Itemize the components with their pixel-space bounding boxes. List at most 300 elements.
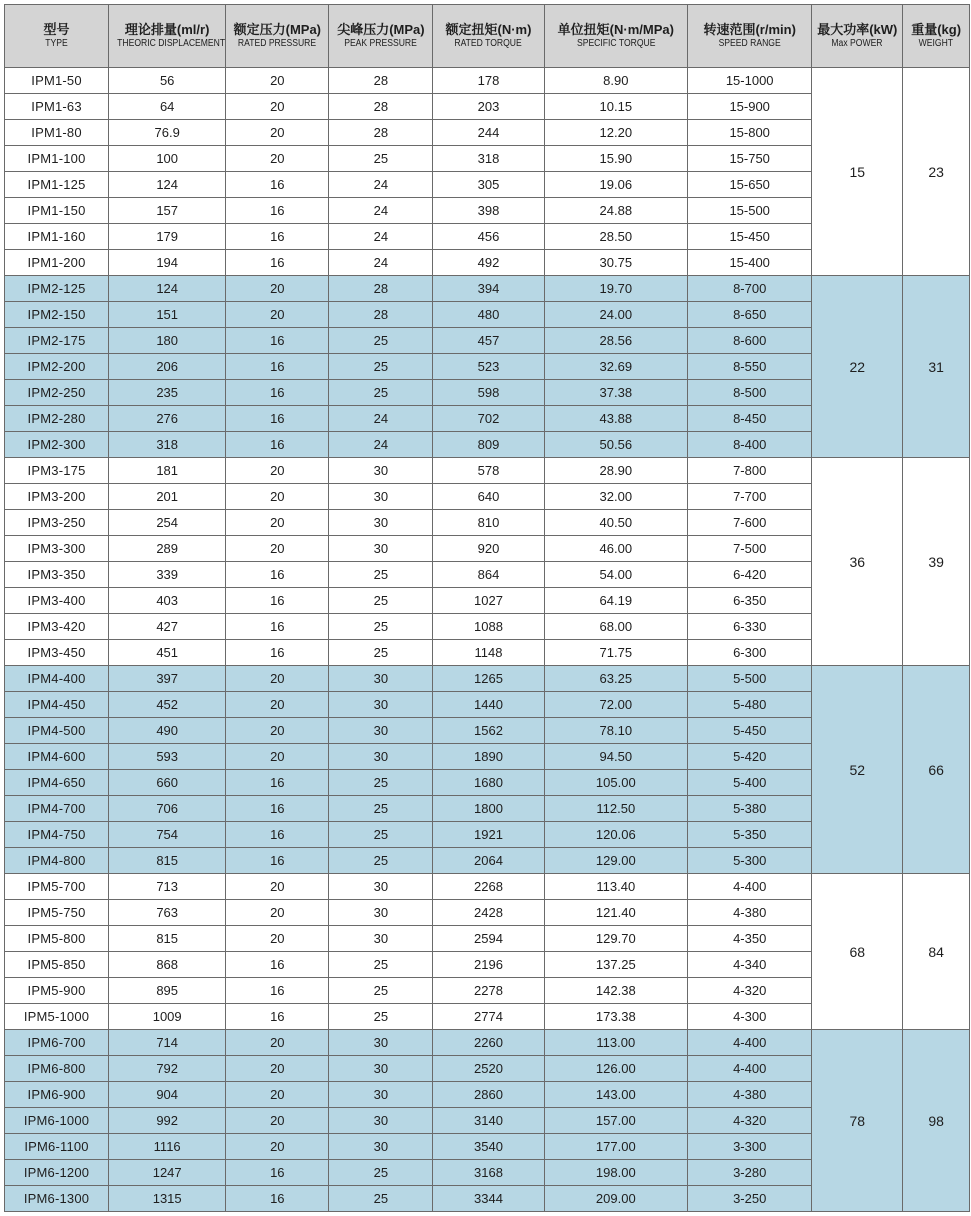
- specific-torque-cell: 37.38: [544, 380, 687, 406]
- speed-range-cell: 4-320: [688, 1108, 812, 1134]
- rated-torque-cell: 1680: [433, 770, 544, 796]
- speed-range-cell: 5-500: [688, 666, 812, 692]
- peak-pressure-cell: 25: [329, 796, 433, 822]
- peak-pressure-cell: 24: [329, 198, 433, 224]
- header-displacement: 理论排量(ml/r) THEORIC DISPLACEMENT: [109, 5, 226, 68]
- type-cell: IPM1-150: [5, 198, 109, 224]
- rated-torque-cell: 2428: [433, 900, 544, 926]
- displacement-cell: 64: [109, 94, 226, 120]
- rated-torque-cell: 2260: [433, 1030, 544, 1056]
- rated-pressure-cell: 16: [226, 198, 329, 224]
- rated-pressure-cell: 16: [226, 380, 329, 406]
- speed-range-cell: 5-380: [688, 796, 812, 822]
- specific-torque-cell: 143.00: [544, 1082, 687, 1108]
- peak-pressure-cell: 25: [329, 1160, 433, 1186]
- speed-range-cell: 6-420: [688, 562, 812, 588]
- rated-pressure-cell: 16: [226, 1160, 329, 1186]
- type-cell: IPM1-160: [5, 224, 109, 250]
- specific-torque-cell: 32.69: [544, 354, 687, 380]
- rated-pressure-cell: 20: [226, 120, 329, 146]
- specific-torque-cell: 15.90: [544, 146, 687, 172]
- rated-torque-cell: 244: [433, 120, 544, 146]
- displacement-cell: 452: [109, 692, 226, 718]
- rated-torque-cell: 1027: [433, 588, 544, 614]
- peak-pressure-cell: 25: [329, 848, 433, 874]
- header-rated-pressure: 额定压力(MPa) RATED PRESSURE: [226, 5, 329, 68]
- type-cell: IPM3-400: [5, 588, 109, 614]
- peak-pressure-cell: 24: [329, 224, 433, 250]
- header-weight: 重量(kg) WEIGHT: [903, 5, 970, 68]
- peak-pressure-cell: 25: [329, 978, 433, 1004]
- speed-range-cell: 15-900: [688, 94, 812, 120]
- peak-pressure-cell: 25: [329, 588, 433, 614]
- specific-torque-cell: 10.15: [544, 94, 687, 120]
- specific-torque-cell: 105.00: [544, 770, 687, 796]
- type-cell: IPM2-200: [5, 354, 109, 380]
- specific-torque-cell: 40.50: [544, 510, 687, 536]
- type-cell: IPM4-700: [5, 796, 109, 822]
- rated-pressure-cell: 16: [226, 952, 329, 978]
- specific-torque-cell: 19.70: [544, 276, 687, 302]
- displacement-cell: 895: [109, 978, 226, 1004]
- peak-pressure-cell: 30: [329, 536, 433, 562]
- rated-pressure-cell: 16: [226, 354, 329, 380]
- type-cell: IPM4-500: [5, 718, 109, 744]
- type-cell: IPM3-300: [5, 536, 109, 562]
- table-body: [5, 68, 970, 1212]
- max-power-cell: 36: [812, 458, 903, 666]
- peak-pressure-cell: 25: [329, 640, 433, 666]
- header-row: [5, 5, 970, 68]
- speed-range-cell: 5-300: [688, 848, 812, 874]
- peak-pressure-cell: 24: [329, 406, 433, 432]
- type-cell: IPM6-1200: [5, 1160, 109, 1186]
- displacement-cell: 1247: [109, 1160, 226, 1186]
- type-cell: IPM6-1000: [5, 1108, 109, 1134]
- peak-pressure-cell: 30: [329, 900, 433, 926]
- rated-pressure-cell: 16: [226, 588, 329, 614]
- table-row: [5, 666, 970, 692]
- displacement-cell: 235: [109, 380, 226, 406]
- specific-torque-cell: 63.25: [544, 666, 687, 692]
- specific-torque-cell: 137.25: [544, 952, 687, 978]
- rated-pressure-cell: 16: [226, 822, 329, 848]
- peak-pressure-cell: 30: [329, 1108, 433, 1134]
- max-power-cell: 22: [812, 276, 903, 458]
- rated-torque-cell: 398: [433, 198, 544, 224]
- rated-pressure-cell: 16: [226, 562, 329, 588]
- rated-pressure-cell: 20: [226, 692, 329, 718]
- specific-torque-cell: 129.00: [544, 848, 687, 874]
- header-specific-torque: 单位扭矩(N·m/MPa) SPECIFIC TORQUE: [544, 5, 687, 68]
- displacement-cell: 289: [109, 536, 226, 562]
- specific-torque-cell: 142.38: [544, 978, 687, 1004]
- type-cell: IPM1-100: [5, 146, 109, 172]
- header-speed-range: 转速范围(r/min) SPEED RANGE: [688, 5, 812, 68]
- rated-pressure-cell: 16: [226, 1186, 329, 1212]
- displacement-cell: 660: [109, 770, 226, 796]
- rated-torque-cell: 203: [433, 94, 544, 120]
- peak-pressure-cell: 25: [329, 614, 433, 640]
- specific-torque-cell: 129.70: [544, 926, 687, 952]
- rated-torque-cell: 810: [433, 510, 544, 536]
- rated-torque-cell: 640: [433, 484, 544, 510]
- displacement-cell: 201: [109, 484, 226, 510]
- displacement-cell: 254: [109, 510, 226, 536]
- peak-pressure-cell: 25: [329, 562, 433, 588]
- specific-torque-cell: 28.90: [544, 458, 687, 484]
- type-cell: IPM5-850: [5, 952, 109, 978]
- specific-torque-cell: 30.75: [544, 250, 687, 276]
- speed-range-cell: 15-750: [688, 146, 812, 172]
- rated-pressure-cell: 20: [226, 1108, 329, 1134]
- displacement-cell: 76.9: [109, 120, 226, 146]
- type-cell: IPM3-175: [5, 458, 109, 484]
- rated-torque-cell: 394: [433, 276, 544, 302]
- specific-torque-cell: 126.00: [544, 1056, 687, 1082]
- peak-pressure-cell: 28: [329, 276, 433, 302]
- rated-pressure-cell: 20: [226, 146, 329, 172]
- rated-torque-cell: 2860: [433, 1082, 544, 1108]
- displacement-cell: 179: [109, 224, 226, 250]
- rated-pressure-cell: 20: [226, 458, 329, 484]
- speed-range-cell: 8-650: [688, 302, 812, 328]
- header-rated-torque: 额定扭矩(N·m) RATED TORQUE: [433, 5, 544, 68]
- rated-torque-cell: 598: [433, 380, 544, 406]
- speed-range-cell: 8-700: [688, 276, 812, 302]
- displacement-cell: 754: [109, 822, 226, 848]
- rated-pressure-cell: 20: [226, 1134, 329, 1160]
- peak-pressure-cell: 30: [329, 1056, 433, 1082]
- type-cell: IPM1-80: [5, 120, 109, 146]
- displacement-cell: 157: [109, 198, 226, 224]
- specific-torque-cell: 177.00: [544, 1134, 687, 1160]
- rated-torque-cell: 2594: [433, 926, 544, 952]
- rated-torque-cell: 480: [433, 302, 544, 328]
- speed-range-cell: 8-600: [688, 328, 812, 354]
- table-row: [5, 458, 970, 484]
- type-cell: IPM2-280: [5, 406, 109, 432]
- speed-range-cell: 15-500: [688, 198, 812, 224]
- rated-pressure-cell: 20: [226, 1056, 329, 1082]
- rated-torque-cell: 1148: [433, 640, 544, 666]
- speed-range-cell: 15-450: [688, 224, 812, 250]
- peak-pressure-cell: 25: [329, 952, 433, 978]
- type-cell: IPM1-125: [5, 172, 109, 198]
- speed-range-cell: 4-350: [688, 926, 812, 952]
- speed-range-cell: 5-420: [688, 744, 812, 770]
- speed-range-cell: 8-400: [688, 432, 812, 458]
- type-cell: IPM5-1000: [5, 1004, 109, 1030]
- rated-pressure-cell: 20: [226, 874, 329, 900]
- specific-torque-cell: 209.00: [544, 1186, 687, 1212]
- table-row: [5, 276, 970, 302]
- rated-torque-cell: 702: [433, 406, 544, 432]
- speed-range-cell: 6-300: [688, 640, 812, 666]
- specific-torque-cell: 113.00: [544, 1030, 687, 1056]
- type-cell: IPM1-63: [5, 94, 109, 120]
- type-cell: IPM6-700: [5, 1030, 109, 1056]
- specific-torque-cell: 28.50: [544, 224, 687, 250]
- rated-torque-cell: 1088: [433, 614, 544, 640]
- peak-pressure-cell: 28: [329, 302, 433, 328]
- displacement-cell: 151: [109, 302, 226, 328]
- speed-range-cell: 4-400: [688, 874, 812, 900]
- rated-torque-cell: 492: [433, 250, 544, 276]
- rated-pressure-cell: 20: [226, 510, 329, 536]
- rated-torque-cell: 2278: [433, 978, 544, 1004]
- speed-range-cell: 7-500: [688, 536, 812, 562]
- type-cell: IPM4-600: [5, 744, 109, 770]
- displacement-cell: 124: [109, 172, 226, 198]
- type-cell: IPM3-200: [5, 484, 109, 510]
- rated-pressure-cell: 20: [226, 484, 329, 510]
- peak-pressure-cell: 25: [329, 146, 433, 172]
- max-power-cell: 78: [812, 1030, 903, 1212]
- peak-pressure-cell: 25: [329, 354, 433, 380]
- displacement-cell: 490: [109, 718, 226, 744]
- type-cell: IPM4-450: [5, 692, 109, 718]
- max-power-cell: 15: [812, 68, 903, 276]
- speed-range-cell: 4-320: [688, 978, 812, 1004]
- speed-range-cell: 7-600: [688, 510, 812, 536]
- rated-pressure-cell: 20: [226, 302, 329, 328]
- rated-torque-cell: 2196: [433, 952, 544, 978]
- peak-pressure-cell: 25: [329, 770, 433, 796]
- speed-range-cell: 4-380: [688, 900, 812, 926]
- displacement-cell: 904: [109, 1082, 226, 1108]
- rated-torque-cell: 457: [433, 328, 544, 354]
- speed-range-cell: 8-500: [688, 380, 812, 406]
- specific-torque-cell: 94.50: [544, 744, 687, 770]
- weight-cell: 23: [903, 68, 970, 276]
- type-cell: IPM5-900: [5, 978, 109, 1004]
- specific-torque-cell: 24.00: [544, 302, 687, 328]
- displacement-cell: 1315: [109, 1186, 226, 1212]
- rated-torque-cell: 456: [433, 224, 544, 250]
- specific-torque-cell: 54.00: [544, 562, 687, 588]
- displacement-cell: 56: [109, 68, 226, 94]
- rated-torque-cell: 1890: [433, 744, 544, 770]
- specific-torque-cell: 8.90: [544, 68, 687, 94]
- rated-torque-cell: 1562: [433, 718, 544, 744]
- peak-pressure-cell: 28: [329, 120, 433, 146]
- rated-torque-cell: 305: [433, 172, 544, 198]
- type-cell: IPM4-650: [5, 770, 109, 796]
- specific-torque-cell: 19.06: [544, 172, 687, 198]
- max-power-cell: 68: [812, 874, 903, 1030]
- specific-torque-cell: 121.40: [544, 900, 687, 926]
- displacement-cell: 181: [109, 458, 226, 484]
- peak-pressure-cell: 30: [329, 458, 433, 484]
- peak-pressure-cell: 30: [329, 926, 433, 952]
- type-cell: IPM3-450: [5, 640, 109, 666]
- displacement-cell: 706: [109, 796, 226, 822]
- specific-torque-cell: 198.00: [544, 1160, 687, 1186]
- speed-range-cell: 4-340: [688, 952, 812, 978]
- speed-range-cell: 6-330: [688, 614, 812, 640]
- specific-torque-cell: 68.00: [544, 614, 687, 640]
- peak-pressure-cell: 30: [329, 718, 433, 744]
- rated-pressure-cell: 20: [226, 1082, 329, 1108]
- type-cell: IPM4-800: [5, 848, 109, 874]
- specific-torque-cell: 157.00: [544, 1108, 687, 1134]
- specific-torque-cell: 28.56: [544, 328, 687, 354]
- displacement-cell: 427: [109, 614, 226, 640]
- weight-cell: 31: [903, 276, 970, 458]
- rated-pressure-cell: 16: [226, 796, 329, 822]
- rated-pressure-cell: 20: [226, 68, 329, 94]
- speed-range-cell: 5-400: [688, 770, 812, 796]
- speed-range-cell: 15-650: [688, 172, 812, 198]
- speed-range-cell: 4-400: [688, 1030, 812, 1056]
- specific-torque-cell: 12.20: [544, 120, 687, 146]
- displacement-cell: 714: [109, 1030, 226, 1056]
- rated-torque-cell: 1921: [433, 822, 544, 848]
- specific-torque-cell: 78.10: [544, 718, 687, 744]
- speed-range-cell: 4-400: [688, 1056, 812, 1082]
- type-cell: IPM5-750: [5, 900, 109, 926]
- peak-pressure-cell: 25: [329, 822, 433, 848]
- type-cell: IPM3-420: [5, 614, 109, 640]
- table-header: [5, 5, 970, 68]
- specific-torque-cell: 71.75: [544, 640, 687, 666]
- peak-pressure-cell: 30: [329, 1134, 433, 1160]
- peak-pressure-cell: 25: [329, 328, 433, 354]
- peak-pressure-cell: 30: [329, 874, 433, 900]
- speed-range-cell: 7-800: [688, 458, 812, 484]
- rated-pressure-cell: 20: [226, 536, 329, 562]
- type-cell: IPM6-800: [5, 1056, 109, 1082]
- rated-torque-cell: 1440: [433, 692, 544, 718]
- rated-pressure-cell: 16: [226, 406, 329, 432]
- peak-pressure-cell: 25: [329, 380, 433, 406]
- rated-torque-cell: 2520: [433, 1056, 544, 1082]
- peak-pressure-cell: 30: [329, 1082, 433, 1108]
- specific-torque-cell: 50.56: [544, 432, 687, 458]
- specific-torque-cell: 64.19: [544, 588, 687, 614]
- rated-pressure-cell: 16: [226, 1004, 329, 1030]
- type-cell: IPM1-50: [5, 68, 109, 94]
- rated-torque-cell: 920: [433, 536, 544, 562]
- type-cell: IPM3-350: [5, 562, 109, 588]
- type-cell: IPM6-900: [5, 1082, 109, 1108]
- rated-pressure-cell: 16: [226, 328, 329, 354]
- rated-pressure-cell: 20: [226, 900, 329, 926]
- type-cell: IPM6-1100: [5, 1134, 109, 1160]
- header-max-power: 最大功率(kW) Max POWER: [812, 5, 903, 68]
- peak-pressure-cell: 28: [329, 68, 433, 94]
- rated-torque-cell: 3540: [433, 1134, 544, 1160]
- rated-pressure-cell: 20: [226, 926, 329, 952]
- specific-torque-cell: 120.06: [544, 822, 687, 848]
- speed-range-cell: 4-300: [688, 1004, 812, 1030]
- weight-cell: 66: [903, 666, 970, 874]
- speed-range-cell: 8-550: [688, 354, 812, 380]
- rated-torque-cell: 3344: [433, 1186, 544, 1212]
- specific-torque-cell: 113.40: [544, 874, 687, 900]
- displacement-cell: 397: [109, 666, 226, 692]
- displacement-cell: 339: [109, 562, 226, 588]
- displacement-cell: 763: [109, 900, 226, 926]
- type-cell: IPM5-700: [5, 874, 109, 900]
- speed-range-cell: 6-350: [688, 588, 812, 614]
- rated-torque-cell: 2774: [433, 1004, 544, 1030]
- peak-pressure-cell: 24: [329, 172, 433, 198]
- rated-pressure-cell: 16: [226, 224, 329, 250]
- speed-range-cell: 15-400: [688, 250, 812, 276]
- rated-torque-cell: 864: [433, 562, 544, 588]
- specific-torque-cell: 43.88: [544, 406, 687, 432]
- displacement-cell: 713: [109, 874, 226, 900]
- displacement-cell: 792: [109, 1056, 226, 1082]
- weight-cell: 84: [903, 874, 970, 1030]
- type-cell: IPM1-200: [5, 250, 109, 276]
- weight-cell: 39: [903, 458, 970, 666]
- displacement-cell: 868: [109, 952, 226, 978]
- table-row: [5, 1030, 970, 1056]
- displacement-cell: 815: [109, 848, 226, 874]
- rated-pressure-cell: 20: [226, 744, 329, 770]
- peak-pressure-cell: 30: [329, 744, 433, 770]
- speed-range-cell: 3-250: [688, 1186, 812, 1212]
- rated-torque-cell: 523: [433, 354, 544, 380]
- type-cell: IPM2-175: [5, 328, 109, 354]
- displacement-cell: 318: [109, 432, 226, 458]
- peak-pressure-cell: 30: [329, 666, 433, 692]
- peak-pressure-cell: 24: [329, 250, 433, 276]
- speed-range-cell: 4-380: [688, 1082, 812, 1108]
- type-cell: IPM5-800: [5, 926, 109, 952]
- rated-pressure-cell: 16: [226, 848, 329, 874]
- peak-pressure-cell: 25: [329, 1186, 433, 1212]
- displacement-cell: 124: [109, 276, 226, 302]
- displacement-cell: 100: [109, 146, 226, 172]
- rated-torque-cell: 809: [433, 432, 544, 458]
- displacement-cell: 276: [109, 406, 226, 432]
- type-cell: IPM6-1300: [5, 1186, 109, 1212]
- max-power-cell: 52: [812, 666, 903, 874]
- speed-range-cell: 5-350: [688, 822, 812, 848]
- displacement-cell: 403: [109, 588, 226, 614]
- rated-pressure-cell: 16: [226, 640, 329, 666]
- table-row: [5, 874, 970, 900]
- rated-torque-cell: 578: [433, 458, 544, 484]
- rated-pressure-cell: 16: [226, 250, 329, 276]
- rated-pressure-cell: 16: [226, 770, 329, 796]
- speed-range-cell: 5-480: [688, 692, 812, 718]
- rated-torque-cell: 3168: [433, 1160, 544, 1186]
- peak-pressure-cell: 30: [329, 692, 433, 718]
- displacement-cell: 992: [109, 1108, 226, 1134]
- rated-pressure-cell: 20: [226, 666, 329, 692]
- specific-torque-cell: 173.38: [544, 1004, 687, 1030]
- rated-torque-cell: 2268: [433, 874, 544, 900]
- displacement-cell: 180: [109, 328, 226, 354]
- rated-torque-cell: 1265: [433, 666, 544, 692]
- speed-range-cell: 3-300: [688, 1134, 812, 1160]
- peak-pressure-cell: 30: [329, 510, 433, 536]
- displacement-cell: 1116: [109, 1134, 226, 1160]
- displacement-cell: 206: [109, 354, 226, 380]
- type-cell: IPM2-150: [5, 302, 109, 328]
- specific-torque-cell: 72.00: [544, 692, 687, 718]
- rated-pressure-cell: 20: [226, 1030, 329, 1056]
- specific-torque-cell: 112.50: [544, 796, 687, 822]
- specific-torque-cell: 24.88: [544, 198, 687, 224]
- displacement-cell: 815: [109, 926, 226, 952]
- peak-pressure-cell: 25: [329, 1004, 433, 1030]
